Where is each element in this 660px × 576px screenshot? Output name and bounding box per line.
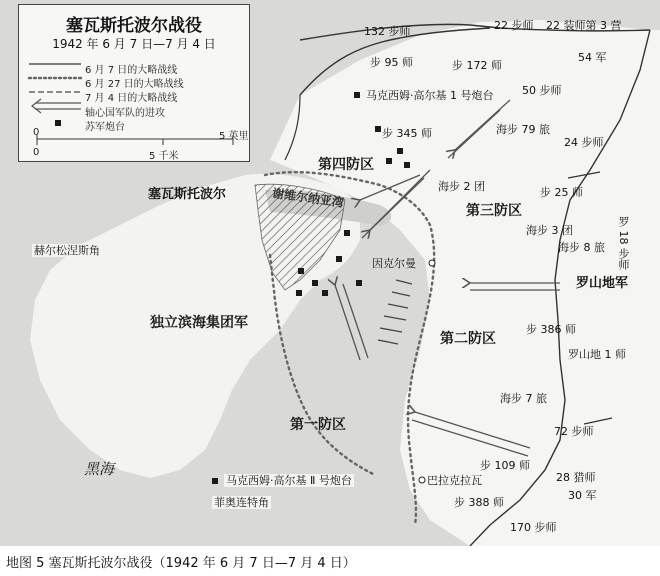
unit-nb8: 海步 8 旅 xyxy=(558,241,605,254)
unit-nb3: 海步 3 团 xyxy=(526,224,573,237)
unit-romanian-mountain: 罗山地军 xyxy=(576,276,629,291)
scale-miles: 5 英里 xyxy=(219,131,249,142)
label-sector-2: 第二防区 xyxy=(440,331,496,347)
unit-c54: 54 军 xyxy=(578,51,607,64)
label-sector-3: 第三防区 xyxy=(466,203,522,219)
unit-ro1m: 罗山地 1 师 xyxy=(568,348,626,361)
unit-172: 步 172 师 xyxy=(452,59,502,72)
map-caption: 地图 5 塞瓦斯托波尔战役（1942 年 6 月 7 日—7 月 4 日） xyxy=(6,556,356,571)
label-north-bay: 谢维尔纳亚湾 xyxy=(271,186,345,210)
unit-132: 132 步师 xyxy=(364,25,411,38)
label-fiolent: 菲奥连特角 xyxy=(214,496,269,509)
scale-zero-miles: 0 xyxy=(33,127,40,138)
label-balaklava: 巴拉克拉瓦 xyxy=(427,474,482,487)
scale-bar xyxy=(33,135,243,157)
legend-soviet-battery: 苏军炮台 xyxy=(85,122,125,133)
unit-ro18: 罗 18 步师 xyxy=(617,216,630,270)
legend-july4: 7 月 4 日的大略战线 xyxy=(85,93,178,104)
legend-dates: 1942 年 6 月 7 日—7 月 4 日 xyxy=(52,37,216,51)
legend-june7: 6 月 7 日的大略战线 xyxy=(85,65,178,76)
unit-nb7: 海步 7 旅 xyxy=(500,392,547,405)
scale-zero-km: 0 xyxy=(33,147,40,158)
legend-axis-attack: 轴心国军队的进攻 xyxy=(85,108,165,119)
unit-24: 24 步师 xyxy=(564,136,604,149)
unit-95: 步 95 师 xyxy=(370,56,413,69)
unit-386: 步 386 师 xyxy=(526,323,576,336)
label-coastal-army: 独立滨海集团军 xyxy=(150,315,248,331)
label-battery-30: 马克西姆·高尔基 1 号炮台 xyxy=(366,89,494,102)
label-chersonese: 赫尔松涅斯角 xyxy=(34,244,100,257)
label-sector-1: 第一防区 xyxy=(290,417,346,433)
label-battery-35: 马克西姆·高尔基 Ⅱ 号炮台 xyxy=(226,474,352,487)
label-sector-4: 第四防区 xyxy=(318,157,374,173)
unit-c30: 30 军 xyxy=(568,489,597,502)
unit-22: 22 步师 xyxy=(494,19,534,32)
label-sevastopol: 塞瓦斯托波尔 xyxy=(148,187,227,202)
legend-symbols xyxy=(27,59,87,133)
unit-72: 72 步师 xyxy=(554,425,594,438)
unit-50: 50 步师 xyxy=(522,84,562,97)
unit-tank3: 22 装师第 3 营 xyxy=(546,19,622,32)
unit-345: 步 345 师 xyxy=(382,127,432,140)
unit-nb2: 海步 2 团 xyxy=(438,180,485,193)
legend-june27: 6 月 27 日的大略战线 xyxy=(85,79,184,90)
balaklava-marker xyxy=(419,477,425,483)
unit-170: 170 步师 xyxy=(510,521,557,534)
label-inkerman: 因克尔曼 xyxy=(372,257,416,270)
unit-j28: 28 猎师 xyxy=(556,471,596,484)
unit-nb79: 海步 79 旅 xyxy=(496,123,550,136)
unit-25: 步 25 师 xyxy=(540,186,583,199)
unit-388: 步 388 师 xyxy=(454,496,504,509)
label-black-sea: 黑海 xyxy=(84,460,115,478)
legend-title: 塞瓦斯托波尔战役 xyxy=(66,16,202,36)
inkerman-marker xyxy=(429,260,435,266)
scale-km: 5 千米 xyxy=(149,151,179,162)
unit-109: 步 109 师 xyxy=(480,459,530,472)
legend xyxy=(18,4,250,162)
